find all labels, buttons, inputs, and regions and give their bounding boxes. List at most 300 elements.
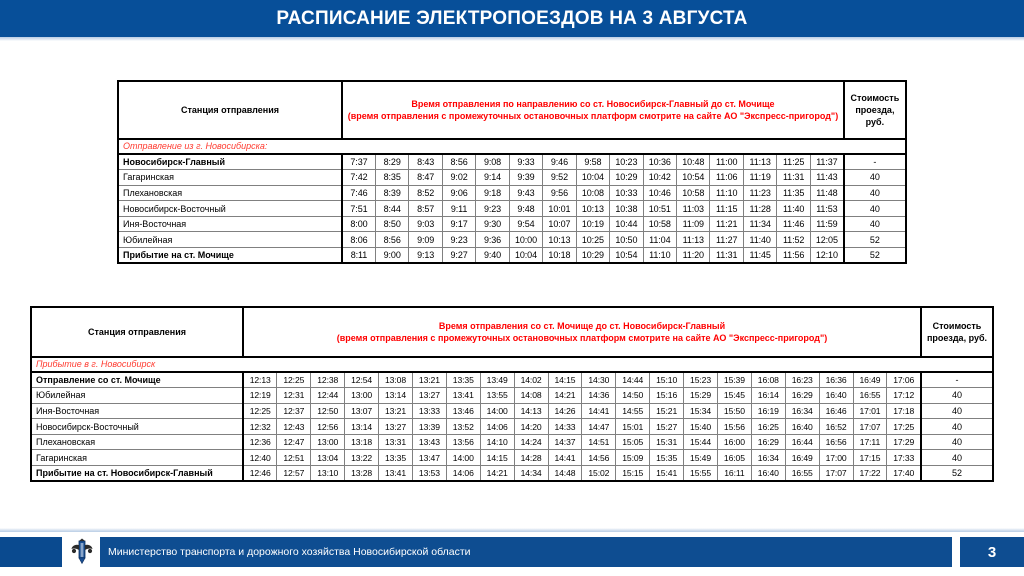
table-row bbox=[31, 403, 993, 419]
departure-time-cell: 12:25 bbox=[277, 372, 311, 388]
departure-time-cell: 15:44 bbox=[684, 434, 718, 450]
departure-time-cell: 11:25 bbox=[777, 154, 810, 170]
departure-time-cell: 15:45 bbox=[717, 388, 751, 404]
table2-times-header bbox=[243, 307, 921, 357]
departure-time-cell: 11:35 bbox=[777, 185, 810, 201]
table2-times-header-line2: (время отправления с промежуточных остановочных платформ смотрите на сайте АО "Экспресс-пригород") bbox=[336, 333, 828, 343]
title-underline bbox=[0, 37, 1024, 41]
departure-time-cell: 9:27 bbox=[442, 248, 475, 264]
departure-time-cell: 10:08 bbox=[576, 185, 609, 201]
departure-time-cell: 11:37 bbox=[810, 154, 844, 170]
departure-time-cell: 14:55 bbox=[616, 403, 650, 419]
table-row bbox=[31, 466, 993, 482]
departure-time-cell: 15:40 bbox=[684, 419, 718, 435]
departure-time-cell: 14:41 bbox=[582, 403, 616, 419]
footer-ministry-label: Министерство транспорта и дорожного хозяйства Новосибирской области bbox=[108, 546, 471, 558]
departure-time-cell: 10:51 bbox=[643, 201, 676, 217]
table-row bbox=[31, 434, 993, 450]
station-name-cell: Юбилейная bbox=[31, 388, 243, 404]
departure-time-cell: 13:21 bbox=[379, 403, 413, 419]
departure-time-cell: 16:34 bbox=[785, 403, 819, 419]
departure-time-cell: 12:10 bbox=[810, 248, 844, 264]
footer-page-badge bbox=[960, 537, 1024, 567]
departure-time-cell: 13:22 bbox=[345, 450, 379, 466]
departure-time-cell: 15:02 bbox=[582, 466, 616, 482]
fare-cell: 40 bbox=[844, 201, 906, 217]
departure-time-cell: 12:38 bbox=[311, 372, 345, 388]
departure-time-cell: 12:32 bbox=[243, 419, 277, 435]
departure-time-cell: 17:22 bbox=[853, 466, 887, 482]
departure-time-cell: 10:48 bbox=[677, 154, 710, 170]
departure-time-cell: 10:44 bbox=[610, 216, 643, 232]
departure-time-cell: 10:29 bbox=[610, 170, 643, 186]
departure-time-cell: 9:17 bbox=[442, 216, 475, 232]
departure-time-cell: 8:39 bbox=[375, 185, 408, 201]
departure-time-cell: 9:48 bbox=[509, 201, 542, 217]
fare-cell: 40 bbox=[921, 403, 993, 419]
table-row bbox=[118, 201, 906, 217]
departure-time-cell: 10:58 bbox=[643, 216, 676, 232]
departure-time-cell: 14:47 bbox=[582, 419, 616, 435]
departure-time-cell: 9:36 bbox=[476, 232, 509, 248]
departure-time-cell: 16:46 bbox=[819, 403, 853, 419]
departure-time-cell: 15:50 bbox=[717, 403, 751, 419]
departure-time-cell: 12:57 bbox=[277, 466, 311, 482]
departure-time-cell: 15:23 bbox=[684, 372, 718, 388]
departure-time-cell: 12:19 bbox=[243, 388, 277, 404]
departure-time-cell: 10:07 bbox=[543, 216, 576, 232]
station-name-cell: Гагаринская bbox=[31, 450, 243, 466]
departure-time-cell: 11:31 bbox=[710, 248, 743, 264]
departure-time-cell: 9:13 bbox=[409, 248, 442, 264]
station-name-cell: Гагаринская bbox=[118, 170, 342, 186]
departure-time-cell: 16:49 bbox=[785, 450, 819, 466]
station-name-cell: Иня-Восточная bbox=[31, 403, 243, 419]
departure-time-cell: 13:18 bbox=[345, 434, 379, 450]
departure-time-cell: 12:31 bbox=[277, 388, 311, 404]
departure-time-cell: 11:03 bbox=[677, 201, 710, 217]
table-row bbox=[118, 248, 906, 264]
table2-body bbox=[31, 357, 993, 481]
departure-time-cell: 12:56 bbox=[311, 419, 345, 435]
departure-time-cell: 12:47 bbox=[277, 434, 311, 450]
departure-time-cell: 11:06 bbox=[710, 170, 743, 186]
departure-time-cell: 14:20 bbox=[514, 419, 548, 435]
departure-time-cell: 14:30 bbox=[582, 372, 616, 388]
table2-price-header bbox=[921, 307, 993, 357]
departure-time-cell: 12:43 bbox=[277, 419, 311, 435]
departure-time-cell: 7:37 bbox=[342, 154, 375, 170]
departure-time-cell: 8:56 bbox=[375, 232, 408, 248]
departure-time-cell: 16:19 bbox=[751, 403, 785, 419]
table-row bbox=[31, 419, 993, 435]
departure-time-cell: 17:11 bbox=[853, 434, 887, 450]
departure-time-cell: 14:50 bbox=[616, 388, 650, 404]
fare-cell: 52 bbox=[844, 248, 906, 264]
station-name-cell: Прибытие на ст. Новосибирск-Главный bbox=[31, 466, 243, 482]
departure-time-cell: 12:50 bbox=[311, 403, 345, 419]
departure-time-cell: 13:35 bbox=[446, 372, 480, 388]
departure-time-cell: 13:07 bbox=[345, 403, 379, 419]
table-row bbox=[118, 216, 906, 232]
departure-time-cell: 11:46 bbox=[777, 216, 810, 232]
departure-time-cell: 9:14 bbox=[476, 170, 509, 186]
departure-time-cell: 15:21 bbox=[650, 403, 684, 419]
departure-time-cell: 8:44 bbox=[375, 201, 408, 217]
departure-time-cell: 10:36 bbox=[643, 154, 676, 170]
fare-cell: 40 bbox=[844, 170, 906, 186]
table-row bbox=[31, 372, 993, 388]
departure-time-cell: 10:54 bbox=[610, 248, 643, 264]
footer-ministry-bar bbox=[100, 537, 952, 567]
departure-time-cell: 11:09 bbox=[677, 216, 710, 232]
departure-time-cell: 11:45 bbox=[743, 248, 776, 264]
departure-time-cell: 11:21 bbox=[710, 216, 743, 232]
fare-cell: 40 bbox=[844, 185, 906, 201]
departure-time-cell: 13:53 bbox=[412, 466, 446, 482]
departure-time-cell: 17:33 bbox=[887, 450, 921, 466]
station-name-cell: Новосибирск-Главный bbox=[118, 154, 342, 170]
departure-time-cell: 17:40 bbox=[887, 466, 921, 482]
departure-time-cell: 16:08 bbox=[751, 372, 785, 388]
departure-time-cell: 14:08 bbox=[514, 388, 548, 404]
departure-time-cell: 17:18 bbox=[887, 403, 921, 419]
departure-time-cell: 10:00 bbox=[509, 232, 542, 248]
departure-time-cell: 9:40 bbox=[476, 248, 509, 264]
departure-time-cell: 14:21 bbox=[480, 466, 514, 482]
departure-time-cell: 11:52 bbox=[777, 232, 810, 248]
departure-time-cell: 11:00 bbox=[710, 154, 743, 170]
departure-time-cell: 10:19 bbox=[576, 216, 609, 232]
departure-time-cell: 11:34 bbox=[743, 216, 776, 232]
departure-time-cell: 13:39 bbox=[412, 419, 446, 435]
departure-time-cell: 11:15 bbox=[710, 201, 743, 217]
departure-time-cell: 15:29 bbox=[684, 388, 718, 404]
departure-time-cell: 9:39 bbox=[509, 170, 542, 186]
departure-time-cell: 15:39 bbox=[717, 372, 751, 388]
departure-time-cell: 13:31 bbox=[379, 434, 413, 450]
departure-time-cell: 13:00 bbox=[311, 434, 345, 450]
departure-time-cell: 14:41 bbox=[548, 450, 582, 466]
departure-time-cell: 10:54 bbox=[677, 170, 710, 186]
departure-time-cell: 14:21 bbox=[548, 388, 582, 404]
departure-time-cell: 12:25 bbox=[243, 403, 277, 419]
fare-cell: - bbox=[844, 154, 906, 170]
departure-time-cell: 8:47 bbox=[409, 170, 442, 186]
departure-time-cell: 14:24 bbox=[514, 434, 548, 450]
departure-time-cell: 16:11 bbox=[717, 466, 751, 482]
departure-time-cell: 17:00 bbox=[819, 450, 853, 466]
departure-time-cell: 13:47 bbox=[412, 450, 446, 466]
departure-time-cell: 9:54 bbox=[509, 216, 542, 232]
departure-time-cell: 10:13 bbox=[576, 201, 609, 217]
table2-note-row bbox=[31, 357, 993, 372]
departure-time-cell: 14:26 bbox=[548, 403, 582, 419]
departure-time-cell: 11:20 bbox=[677, 248, 710, 264]
departure-time-cell: 15:34 bbox=[684, 403, 718, 419]
page-number: 3 bbox=[987, 543, 997, 561]
departure-time-cell: 10:42 bbox=[643, 170, 676, 186]
departure-time-cell: 15:27 bbox=[650, 419, 684, 435]
departure-time-cell: 9:09 bbox=[409, 232, 442, 248]
table1-price-header-line2: проезда, руб. bbox=[855, 104, 895, 128]
departure-time-cell: 11:28 bbox=[743, 201, 776, 217]
departure-time-cell: 11:23 bbox=[743, 185, 776, 201]
departure-time-cell: 12:05 bbox=[810, 232, 844, 248]
table1-station-header: Станция отправления bbox=[118, 81, 342, 139]
departure-time-cell: 10:46 bbox=[643, 185, 676, 201]
departure-time-cell: 11:13 bbox=[677, 232, 710, 248]
departure-time-cell: 15:49 bbox=[684, 450, 718, 466]
departure-time-cell: 12:46 bbox=[243, 466, 277, 482]
departure-time-cell: 13:08 bbox=[379, 372, 413, 388]
departure-time-cell: 17:29 bbox=[887, 434, 921, 450]
departure-time-cell: 8:56 bbox=[442, 154, 475, 170]
departure-time-cell: 8:11 bbox=[342, 248, 375, 264]
departure-time-cell: 7:51 bbox=[342, 201, 375, 217]
departure-time-cell: 11:13 bbox=[743, 154, 776, 170]
table1-note-row bbox=[118, 139, 906, 154]
departure-time-cell: 13:14 bbox=[345, 419, 379, 435]
departure-time-cell: 12:36 bbox=[243, 434, 277, 450]
departure-time-cell: 15:16 bbox=[650, 388, 684, 404]
departure-time-cell: 14:13 bbox=[514, 403, 548, 419]
departure-time-cell: 13:49 bbox=[480, 372, 514, 388]
departure-time-cell: 9:56 bbox=[543, 185, 576, 201]
departure-time-cell: 16:36 bbox=[819, 372, 853, 388]
departure-time-cell: 13:55 bbox=[480, 388, 514, 404]
departure-time-cell: 9:23 bbox=[476, 201, 509, 217]
departure-time-cell: 11:48 bbox=[810, 185, 844, 201]
departure-time-cell: 15:09 bbox=[616, 450, 650, 466]
departure-time-cell: 8:29 bbox=[375, 154, 408, 170]
departure-time-cell: 13:56 bbox=[446, 434, 480, 450]
departure-time-cell: 13:27 bbox=[412, 388, 446, 404]
departure-time-cell: 13:28 bbox=[345, 466, 379, 482]
departure-time-cell: 8:52 bbox=[409, 185, 442, 201]
departure-time-cell: 7:42 bbox=[342, 170, 375, 186]
departure-time-cell: 16:14 bbox=[751, 388, 785, 404]
departure-time-cell: 9:43 bbox=[509, 185, 542, 201]
departure-time-cell: 16:40 bbox=[819, 388, 853, 404]
station-name-cell: Прибытие на ст. Мочище bbox=[118, 248, 342, 264]
departure-time-cell: 8:35 bbox=[375, 170, 408, 186]
table1-times-header-line2: (время отправления с промежуточных остановочных платформ смотрите на сайте АО "Экспресс-пригород") bbox=[347, 111, 839, 121]
departure-time-cell: 11:59 bbox=[810, 216, 844, 232]
schedule-table-outbound bbox=[117, 80, 907, 264]
departure-time-cell: 15:05 bbox=[616, 434, 650, 450]
page-title: РАСПИСАНИЕ ЭЛЕКТРОПОЕЗДОВ НА 3 АВГУСТА bbox=[276, 7, 748, 29]
departure-time-cell: 12:40 bbox=[243, 450, 277, 466]
departure-time-cell: 16:49 bbox=[853, 372, 887, 388]
station-name-cell: Новосибирск-Восточный bbox=[118, 201, 342, 217]
departure-time-cell: 15:56 bbox=[717, 419, 751, 435]
departure-time-cell: 13:35 bbox=[379, 450, 413, 466]
departure-time-cell: 14:00 bbox=[480, 403, 514, 419]
departure-time-cell: 15:35 bbox=[650, 450, 684, 466]
departure-time-cell: 11:10 bbox=[710, 185, 743, 201]
departure-time-cell: 16:40 bbox=[751, 466, 785, 482]
departure-time-cell: 14:00 bbox=[446, 450, 480, 466]
departure-time-cell: 14:37 bbox=[548, 434, 582, 450]
departure-time-cell: 9:11 bbox=[442, 201, 475, 217]
departure-time-cell: 16:52 bbox=[819, 419, 853, 435]
table-row bbox=[31, 388, 993, 404]
departure-time-cell: 9:18 bbox=[476, 185, 509, 201]
departure-time-cell: 12:51 bbox=[277, 450, 311, 466]
departure-time-cell: 8:00 bbox=[342, 216, 375, 232]
departure-time-cell: 16:23 bbox=[785, 372, 819, 388]
departure-time-cell: 14:10 bbox=[480, 434, 514, 450]
table2-header-row bbox=[31, 307, 993, 357]
departure-time-cell: 10:33 bbox=[610, 185, 643, 201]
departure-time-cell: 13:33 bbox=[412, 403, 446, 419]
table2-price-header-line1: Стоимость bbox=[932, 320, 982, 331]
departure-time-cell: 11:40 bbox=[777, 201, 810, 217]
table1-head bbox=[118, 81, 906, 139]
table1-price-header-line1: Стоимость bbox=[850, 92, 900, 103]
station-name-cell: Иня-Восточная bbox=[118, 216, 342, 232]
departure-time-cell: 15:01 bbox=[616, 419, 650, 435]
departure-time-cell: 10:23 bbox=[610, 154, 643, 170]
station-name-cell: Плехановская bbox=[31, 434, 243, 450]
departure-time-cell: 10:25 bbox=[576, 232, 609, 248]
departure-time-cell: 10:04 bbox=[509, 248, 542, 264]
departure-time-cell: 17:07 bbox=[853, 419, 887, 435]
departure-time-cell: 9:08 bbox=[476, 154, 509, 170]
fare-cell: 40 bbox=[921, 419, 993, 435]
departure-time-cell: 12:54 bbox=[345, 372, 379, 388]
fare-cell: 40 bbox=[921, 450, 993, 466]
table1-note: Отправление из г. Новосибирска: bbox=[118, 139, 906, 154]
fare-cell: 40 bbox=[921, 434, 993, 450]
departure-time-cell: 10:01 bbox=[543, 201, 576, 217]
footer-left-block bbox=[0, 537, 62, 567]
table2-note: Прибытие в г. Новосибирск bbox=[31, 357, 993, 372]
departure-time-cell: 16:55 bbox=[785, 466, 819, 482]
departure-time-cell: 9:00 bbox=[375, 248, 408, 264]
departure-time-cell: 12:37 bbox=[277, 403, 311, 419]
departure-time-cell: 10:29 bbox=[576, 248, 609, 264]
fare-cell: 40 bbox=[844, 216, 906, 232]
table1-times-header-line1: Время отправления по направлению со ст. Новосибирск-Главный до ст. Мочище bbox=[411, 98, 775, 109]
departure-time-cell: 13:21 bbox=[412, 372, 446, 388]
departure-time-cell: 14:44 bbox=[616, 372, 650, 388]
departure-time-cell: 14:15 bbox=[548, 372, 582, 388]
departure-time-cell: 11:40 bbox=[743, 232, 776, 248]
departure-time-cell: 11:43 bbox=[810, 170, 844, 186]
departure-time-cell: 16:55 bbox=[853, 388, 887, 404]
departure-time-cell: 13:00 bbox=[345, 388, 379, 404]
station-name-cell: Новосибирск-Восточный bbox=[31, 419, 243, 435]
departure-time-cell: 10:04 bbox=[576, 170, 609, 186]
departure-time-cell: 9:33 bbox=[509, 154, 542, 170]
departure-time-cell: 14:51 bbox=[582, 434, 616, 450]
table1-times-header bbox=[342, 81, 844, 139]
departure-time-cell: 17:06 bbox=[887, 372, 921, 388]
departure-time-cell: 8:57 bbox=[409, 201, 442, 217]
departure-time-cell: 10:13 bbox=[543, 232, 576, 248]
departure-time-cell: 16:34 bbox=[751, 450, 785, 466]
fare-cell: 52 bbox=[921, 466, 993, 482]
departure-time-cell: 15:15 bbox=[616, 466, 650, 482]
departure-time-cell: 11:19 bbox=[743, 170, 776, 186]
departure-time-cell: 13:41 bbox=[379, 466, 413, 482]
departure-time-cell: 13:41 bbox=[446, 388, 480, 404]
departure-time-cell: 8:06 bbox=[342, 232, 375, 248]
departure-time-cell: 16:56 bbox=[819, 434, 853, 450]
departure-time-cell: 17:12 bbox=[887, 388, 921, 404]
table2-price-header-line2: проезда, руб. bbox=[926, 333, 988, 343]
departure-time-cell: 13:04 bbox=[311, 450, 345, 466]
station-name-cell: Плехановская bbox=[118, 185, 342, 201]
departure-time-cell: 17:25 bbox=[887, 419, 921, 435]
departure-time-cell: 10:50 bbox=[610, 232, 643, 248]
station-name-cell: Отправление со ст. Мочище bbox=[31, 372, 243, 388]
departure-time-cell: 16:29 bbox=[751, 434, 785, 450]
departure-time-cell: 13:14 bbox=[379, 388, 413, 404]
departure-time-cell: 15:31 bbox=[650, 434, 684, 450]
table2-times-header-line1: Время отправления со ст. Мочище до ст. Новосибирск-Главный bbox=[438, 320, 726, 331]
departure-time-cell: 11:53 bbox=[810, 201, 844, 217]
departure-time-cell: 9:58 bbox=[576, 154, 609, 170]
departure-time-cell: 9:23 bbox=[442, 232, 475, 248]
departure-time-cell: 7:46 bbox=[342, 185, 375, 201]
departure-time-cell: 13:10 bbox=[311, 466, 345, 482]
table2-station-header: Станция отправления bbox=[31, 307, 243, 357]
departure-time-cell: 17:15 bbox=[853, 450, 887, 466]
departure-time-cell: 15:10 bbox=[650, 372, 684, 388]
departure-time-cell: 8:43 bbox=[409, 154, 442, 170]
departure-time-cell: 14:56 bbox=[582, 450, 616, 466]
footer-rule bbox=[0, 528, 1024, 532]
departure-time-cell: 14:15 bbox=[480, 450, 514, 466]
departure-time-cell: 14:06 bbox=[446, 466, 480, 482]
station-name-cell: Юбилейная bbox=[118, 232, 342, 248]
departure-time-cell: 13:52 bbox=[446, 419, 480, 435]
departure-time-cell: 11:56 bbox=[777, 248, 810, 264]
departure-time-cell: 11:27 bbox=[710, 232, 743, 248]
departure-time-cell: 10:38 bbox=[610, 201, 643, 217]
departure-time-cell: 12:44 bbox=[311, 388, 345, 404]
departure-time-cell: 13:27 bbox=[379, 419, 413, 435]
departure-time-cell: 16:00 bbox=[717, 434, 751, 450]
table-row bbox=[31, 450, 993, 466]
departure-time-cell: 16:40 bbox=[785, 419, 819, 435]
departure-time-cell: 15:55 bbox=[684, 466, 718, 482]
title-bar bbox=[0, 0, 1024, 37]
departure-time-cell: 14:02 bbox=[514, 372, 548, 388]
departure-time-cell: 11:10 bbox=[643, 248, 676, 264]
departure-time-cell: 14:34 bbox=[514, 466, 548, 482]
departure-time-cell: 17:01 bbox=[853, 403, 887, 419]
departure-time-cell: 14:33 bbox=[548, 419, 582, 435]
schedule-table-inbound bbox=[30, 306, 994, 482]
departure-time-cell: 14:28 bbox=[514, 450, 548, 466]
departure-time-cell: 10:18 bbox=[543, 248, 576, 264]
departure-time-cell: 14:36 bbox=[582, 388, 616, 404]
departure-time-cell: 13:46 bbox=[446, 403, 480, 419]
departure-time-cell: 16:05 bbox=[717, 450, 751, 466]
table-row bbox=[118, 170, 906, 186]
departure-time-cell: 9:52 bbox=[543, 170, 576, 186]
novosibirsk-coat-of-arms-icon bbox=[70, 538, 94, 566]
fare-cell: 40 bbox=[921, 388, 993, 404]
departure-time-cell: 12:13 bbox=[243, 372, 277, 388]
fare-cell: - bbox=[921, 372, 993, 388]
fare-cell: 52 bbox=[844, 232, 906, 248]
departure-time-cell: 16:25 bbox=[751, 419, 785, 435]
